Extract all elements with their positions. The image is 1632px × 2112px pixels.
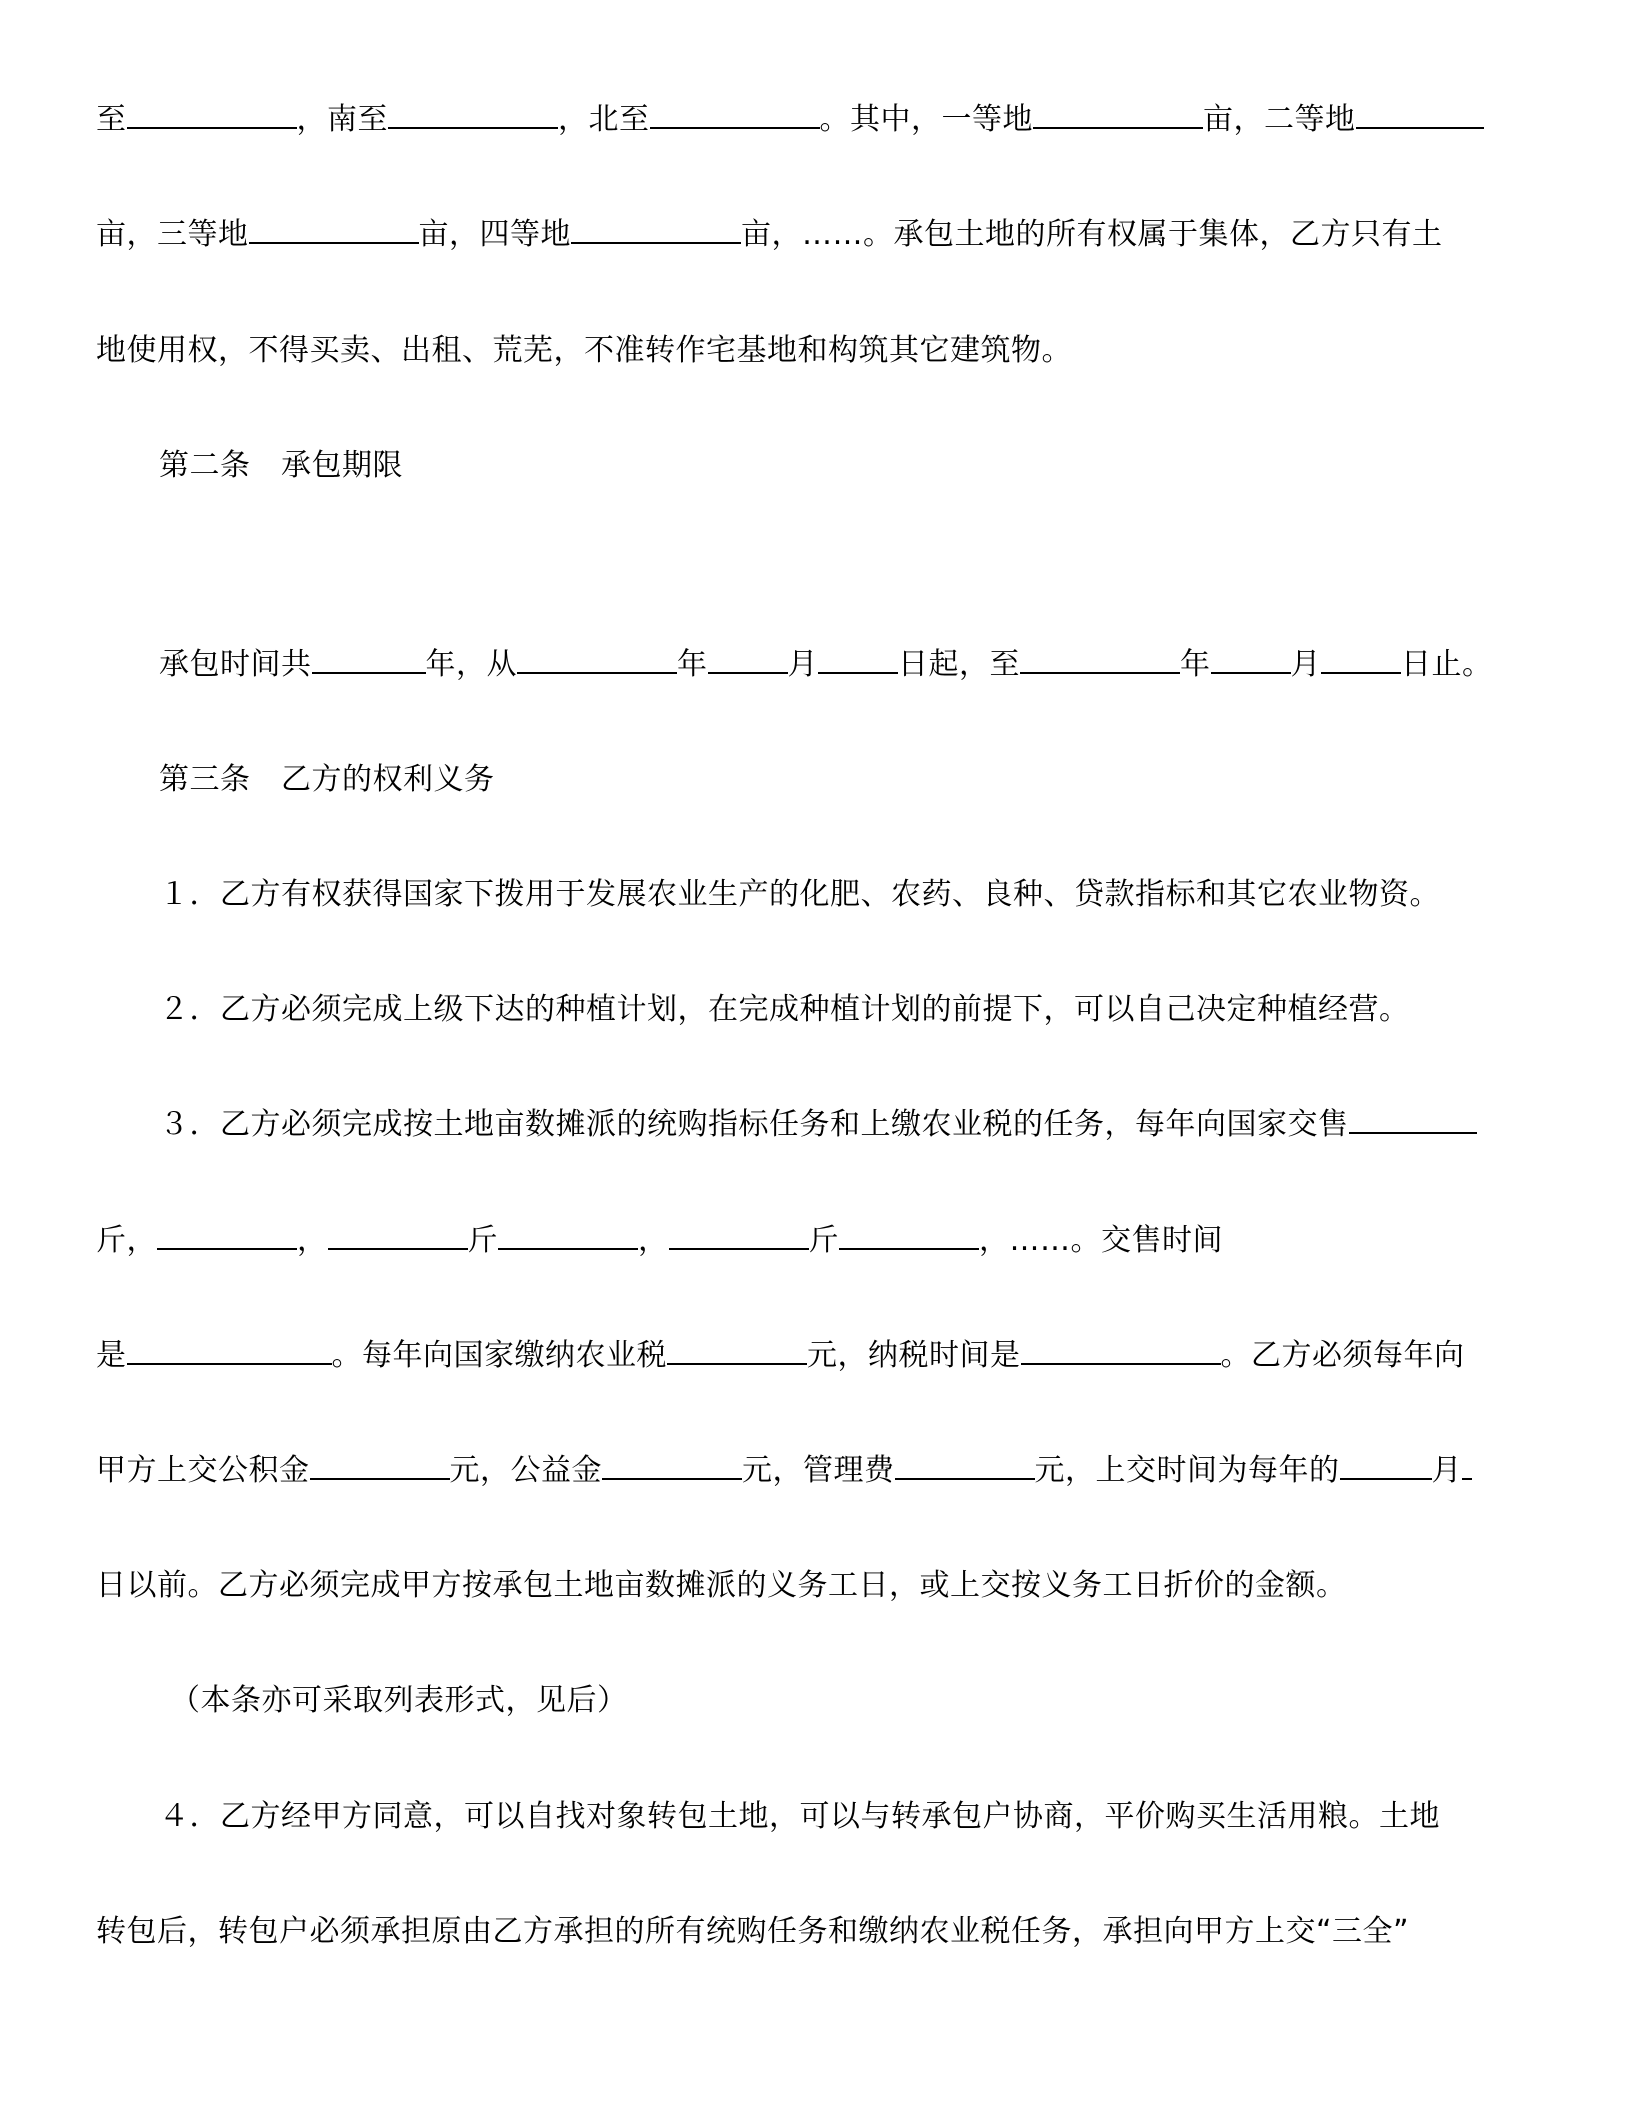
blank-start-year[interactable] <box>517 646 677 674</box>
blank-grade3[interactable] <box>249 216 419 244</box>
land-use-text: 地使用权，不得买卖、出租、荒芜，不准转作宅基地和构筑其它建筑物。 <box>96 333 1072 368</box>
blank-tax-time[interactable] <box>1021 1337 1221 1365</box>
clause-3-tax: 是 。每年向国家缴纳农业税 元，纳税时间是 。乙方必须每年向 <box>96 1338 1465 1373</box>
clause-3-fees: 甲方上交公积金 元，公益金 元，管理费 元，上交时间为每年的 月 <box>96 1451 1472 1491</box>
clause-4: ４．乙方经甲方同意，可以自找对象转包土地，可以与转承包户协商，平价购买生活用粮。土地 <box>159 1799 1440 1834</box>
blank-sale-time[interactable] <box>127 1337 332 1365</box>
blank-grade1[interactable] <box>1033 101 1203 129</box>
blank-south[interactable] <box>388 101 558 129</box>
blank-grade2[interactable] <box>1356 101 1484 129</box>
clause-3-note: （本条亦可采取列表形式，见后） <box>170 1683 628 1718</box>
clause-3-labor: 日以前。乙方必须完成甲方按承包土地亩数摊派的义务工日，或上交按义务工日折价的金额。 <box>96 1568 1347 1603</box>
boundary-line: 至 ，南至 ，北至 。其中，一等地 亩，二等地 <box>96 100 1484 140</box>
blank-welfare-fund[interactable] <box>602 1452 742 1480</box>
blank-end-year[interactable] <box>1020 646 1180 674</box>
blank-start-day[interactable] <box>818 646 898 674</box>
article-2-heading: 第二条 承包期限 <box>159 448 403 483</box>
land-grade-line: 亩，三等地 亩，四等地 亩，……。承包土地的所有权属于集体，乙方只有土 <box>96 217 1443 252</box>
blank-north[interactable] <box>650 101 820 129</box>
blank-end-day[interactable] <box>1321 646 1401 674</box>
blank-end-month[interactable] <box>1211 646 1291 674</box>
blank-start-month[interactable] <box>708 646 788 674</box>
blank-qty-c[interactable] <box>669 1222 809 1250</box>
article-3-heading: 第三条 乙方的权利义务 <box>159 762 495 797</box>
blank-pay-month[interactable] <box>1340 1452 1432 1480</box>
clause-3-quantities: 斤， ， 斤 ， 斤 ，……。交售时间 <box>96 1223 1223 1258</box>
blank-grade4[interactable] <box>571 216 741 244</box>
blank-tax-amount[interactable] <box>667 1337 807 1365</box>
blank-east[interactable] <box>127 101 297 129</box>
contract-term-line: 承包时间共 年，从 年 月 日起，至 年 月 日止。 <box>159 647 1493 682</box>
clause-2: ２．乙方必须完成上级下达的种植计划，在完成种植计划的前提下，可以自己决定种植经营。 <box>159 992 1410 1027</box>
blank-item-a[interactable] <box>157 1222 297 1250</box>
blank-item-b[interactable] <box>498 1222 638 1250</box>
clause-4-continued: 转包后，转包户必须承担原由乙方承担的所有统购任务和缴纳农业税任务，承担向甲方上交“三全” <box>96 1914 1410 1949</box>
clause-3: ３．乙方必须完成按土地亩数摊派的统购指标任务和上缴农业税的任务，每年向国家交售 <box>159 1105 1477 1145</box>
blank-accumulation-fund[interactable] <box>310 1452 450 1480</box>
blank-qty-b[interactable] <box>328 1222 468 1250</box>
blank-pay-day[interactable] <box>1462 1452 1472 1480</box>
blank-item-c[interactable] <box>839 1222 979 1250</box>
blank-management-fee[interactable] <box>895 1452 1035 1480</box>
clause-1: １．乙方有权获得国家下拨用于发展农业生产的化肥、农药、良种、贷款指标和其它农业物资。 <box>159 877 1440 912</box>
blank-sale-qty[interactable] <box>1349 1106 1477 1134</box>
blank-years[interactable] <box>312 646 426 674</box>
